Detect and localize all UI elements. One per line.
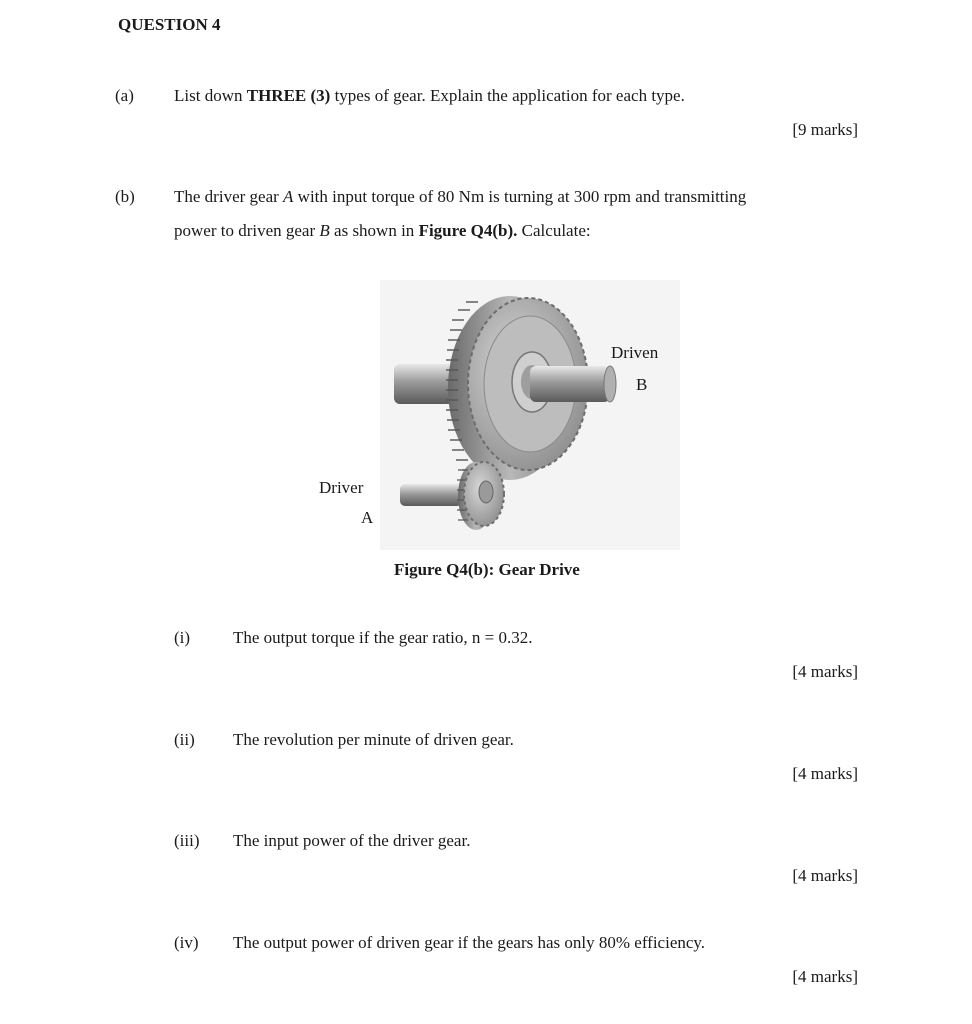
part-b-line2-pre: power to driven gear <box>174 221 320 240</box>
driver-label: Driver <box>319 478 364 497</box>
question-title: QUESTION 4 <box>118 15 221 34</box>
subq-iv-text: The output power of driven gear if the gears has only 80% efficiency. <box>233 933 706 952</box>
part-b-label: (b) <box>115 187 135 206</box>
part-a-label: (a) <box>115 86 134 105</box>
subq-iii-marks: [4 marks] <box>792 866 858 885</box>
subq-iv-label: (iv) <box>174 933 199 952</box>
figure-reference: Figure Q4(b). <box>418 221 518 240</box>
part-a-text-pre: List down <box>174 86 247 105</box>
part-b-line-1 <box>174 187 858 207</box>
driven-label: Driven <box>611 343 659 362</box>
part-a-text-bold: THREE (3) <box>246 86 331 105</box>
gear-drive-figure <box>380 280 680 550</box>
subq-i-label: (i) <box>174 628 191 647</box>
gear-a-ref: A <box>283 187 294 206</box>
part-b-line-2 <box>174 221 591 241</box>
subq-ii-text: The revolution per minute of driven gear. <box>233 730 514 749</box>
subq-i-text: The output torque if the gear ratio, n = 0.32. <box>233 628 533 647</box>
part-a-marks: [9 marks] <box>792 120 858 139</box>
part-b-line2-mid: as shown in <box>329 221 419 240</box>
gear-b-ref: B <box>319 221 330 240</box>
driver-shaft <box>400 484 462 506</box>
subq-iv-marks: [4 marks] <box>792 967 858 986</box>
subq-i-marks: [4 marks] <box>792 662 858 681</box>
gear-drive-illustration <box>380 280 680 550</box>
subq-iii-text: The input power of the driver gear. <box>233 831 471 850</box>
part-a-question <box>174 86 685 106</box>
subq-ii-marks: [4 marks] <box>792 764 858 783</box>
part-a-text-post: types of gear. Explain the application for each type. <box>330 86 685 105</box>
subq-ii-label: (ii) <box>174 730 195 749</box>
part-b-line1-pre: The driver gear <box>174 187 284 206</box>
part-b-line1-post: with input torque of 80 Nm is turning at 300 rpm and transmitting <box>293 187 747 206</box>
driven-shaft-front <box>530 366 610 402</box>
figure-caption: Figure Q4(b): Gear Drive <box>394 560 580 579</box>
driver-letter: A <box>361 508 374 527</box>
subq-iii-label: (iii) <box>174 831 200 850</box>
driven-letter: B <box>636 375 648 394</box>
part-b-line2-post: Calculate: <box>517 221 591 240</box>
